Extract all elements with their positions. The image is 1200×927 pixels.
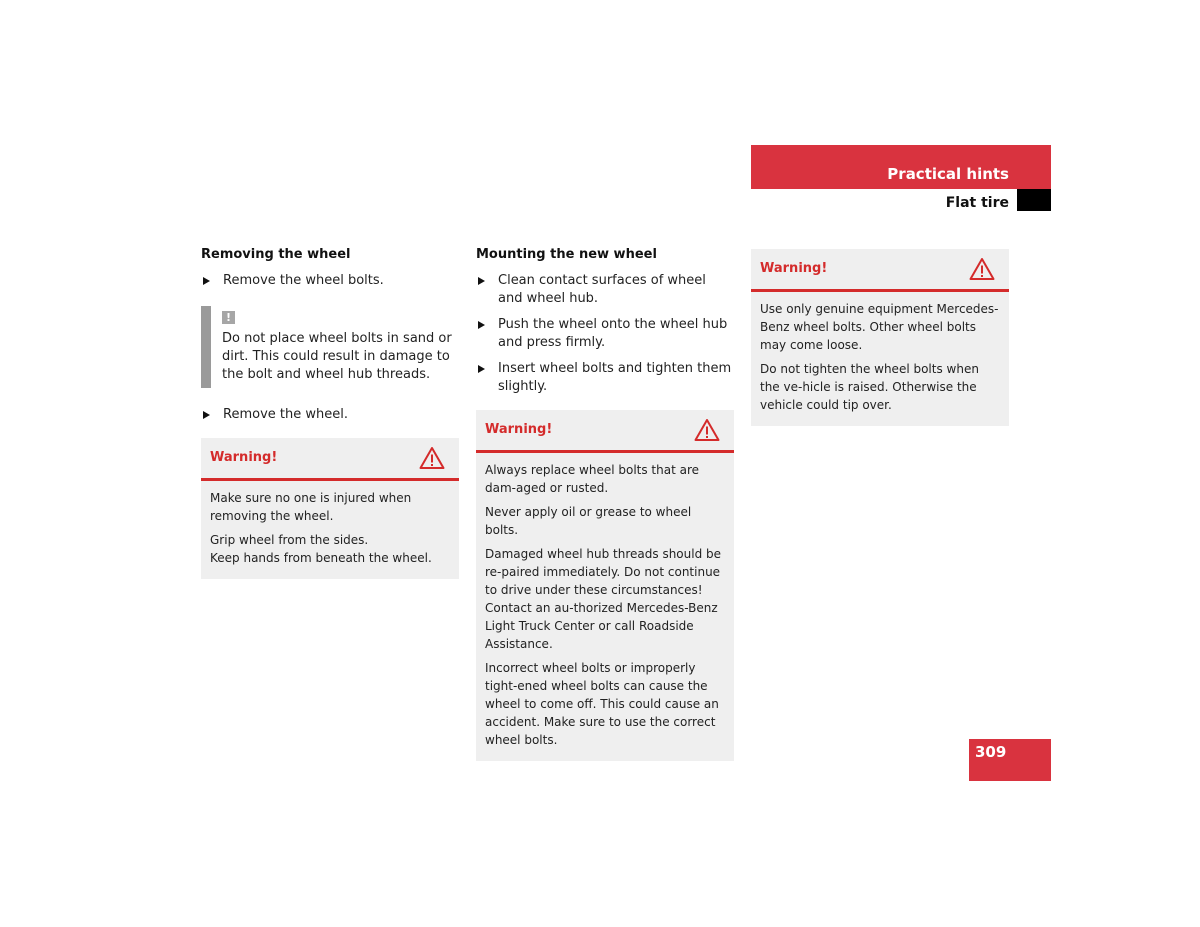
column-mounting-wheel [476, 246, 734, 761]
step-text: Insert wheel bolts and tighten them slightly. [498, 361, 732, 394]
column-removing-wheel [201, 246, 459, 579]
warning-triangle-icon [419, 446, 445, 470]
warning-body [751, 292, 1009, 426]
warning-text: Always replace wheel bolts that are dam-aged or rusted. [485, 463, 700, 495]
step-item [201, 406, 459, 424]
warning-title: Warning! [760, 261, 828, 276]
warning-body [201, 481, 459, 579]
step-text: Remove the wheel. [223, 407, 348, 422]
removing-wheel-heading: Removing the wheel [201, 247, 351, 262]
warning-title: Warning! [210, 450, 278, 465]
warning-triangle-icon [969, 257, 995, 281]
warning-triangle-icon [694, 418, 720, 442]
subsection-title: Flat tire [945, 195, 1009, 211]
warning-line: Grip wheel from the sides. [210, 533, 369, 547]
step-text: Remove the wheel bolts. [223, 273, 384, 288]
warning-header [201, 438, 459, 481]
warning-text [210, 531, 450, 567]
column-wheel-bolt-warning [751, 249, 1009, 426]
warning-text: Use only genuine equipment Mercedes-Benz wheel bolts. Other wheel bolts may come loose. [760, 302, 999, 352]
warning-text: Damaged wheel hub threads should be re-paired immediately. Do not continue to drive under these circumstances! Contact an au-thorized Mercedes-Benz Light Truck Center or call Roadside Assistance. [485, 547, 722, 651]
warning-box [751, 249, 1009, 426]
warning-line: Keep hands from beneath the wheel. [210, 551, 432, 565]
warning-box [201, 438, 459, 579]
step-item [476, 316, 734, 352]
bullet-arrow-icon [203, 277, 210, 285]
thumb-tab-marker [1017, 189, 1051, 211]
bullet-arrow-icon [478, 277, 485, 285]
step-item [476, 360, 734, 396]
subsection-header [751, 189, 1051, 211]
bullet-arrow-icon [203, 411, 210, 419]
warning-text: Make sure no one is injured when removing the wheel. [210, 491, 412, 523]
warning-title: Warning! [485, 422, 553, 437]
warning-body [476, 453, 734, 761]
damage-notice [201, 306, 459, 388]
bullet-arrow-icon [478, 365, 485, 373]
page-number: 309 [975, 743, 1007, 761]
notice-bar [201, 306, 211, 388]
mounting-wheel-heading: Mounting the new wheel [476, 247, 657, 262]
bullet-arrow-icon [478, 321, 485, 329]
notice-text: Do not place wheel bolts in sand or dirt. This could result in damage to the bolt and wheel hub threads. [222, 331, 452, 382]
warning-text: Never apply oil or grease to wheel bolts. [485, 505, 692, 537]
warning-header [476, 410, 734, 453]
warning-text: Incorrect wheel bolts or improperly tight-ened wheel bolts can cause the wheel to come off. This could cause an accident. Make sure to use the correct wheel bolts. [485, 661, 719, 747]
exclamation-icon: ! [222, 311, 235, 324]
step-item [476, 272, 734, 308]
warning-header [751, 249, 1009, 292]
page-number-box [969, 739, 1051, 781]
section-title: Practical hints [887, 165, 1009, 183]
step-text: Clean contact surfaces of wheel and wheel hub. [498, 273, 706, 306]
step-text: Push the wheel onto the wheel hub and press firmly. [498, 317, 728, 350]
warning-box [476, 410, 734, 761]
warning-text: Do not tighten the wheel bolts when the ve-hicle is raised. Otherwise the vehicle could tip over. [760, 362, 979, 412]
step-item [201, 272, 459, 290]
section-header [751, 145, 1051, 189]
